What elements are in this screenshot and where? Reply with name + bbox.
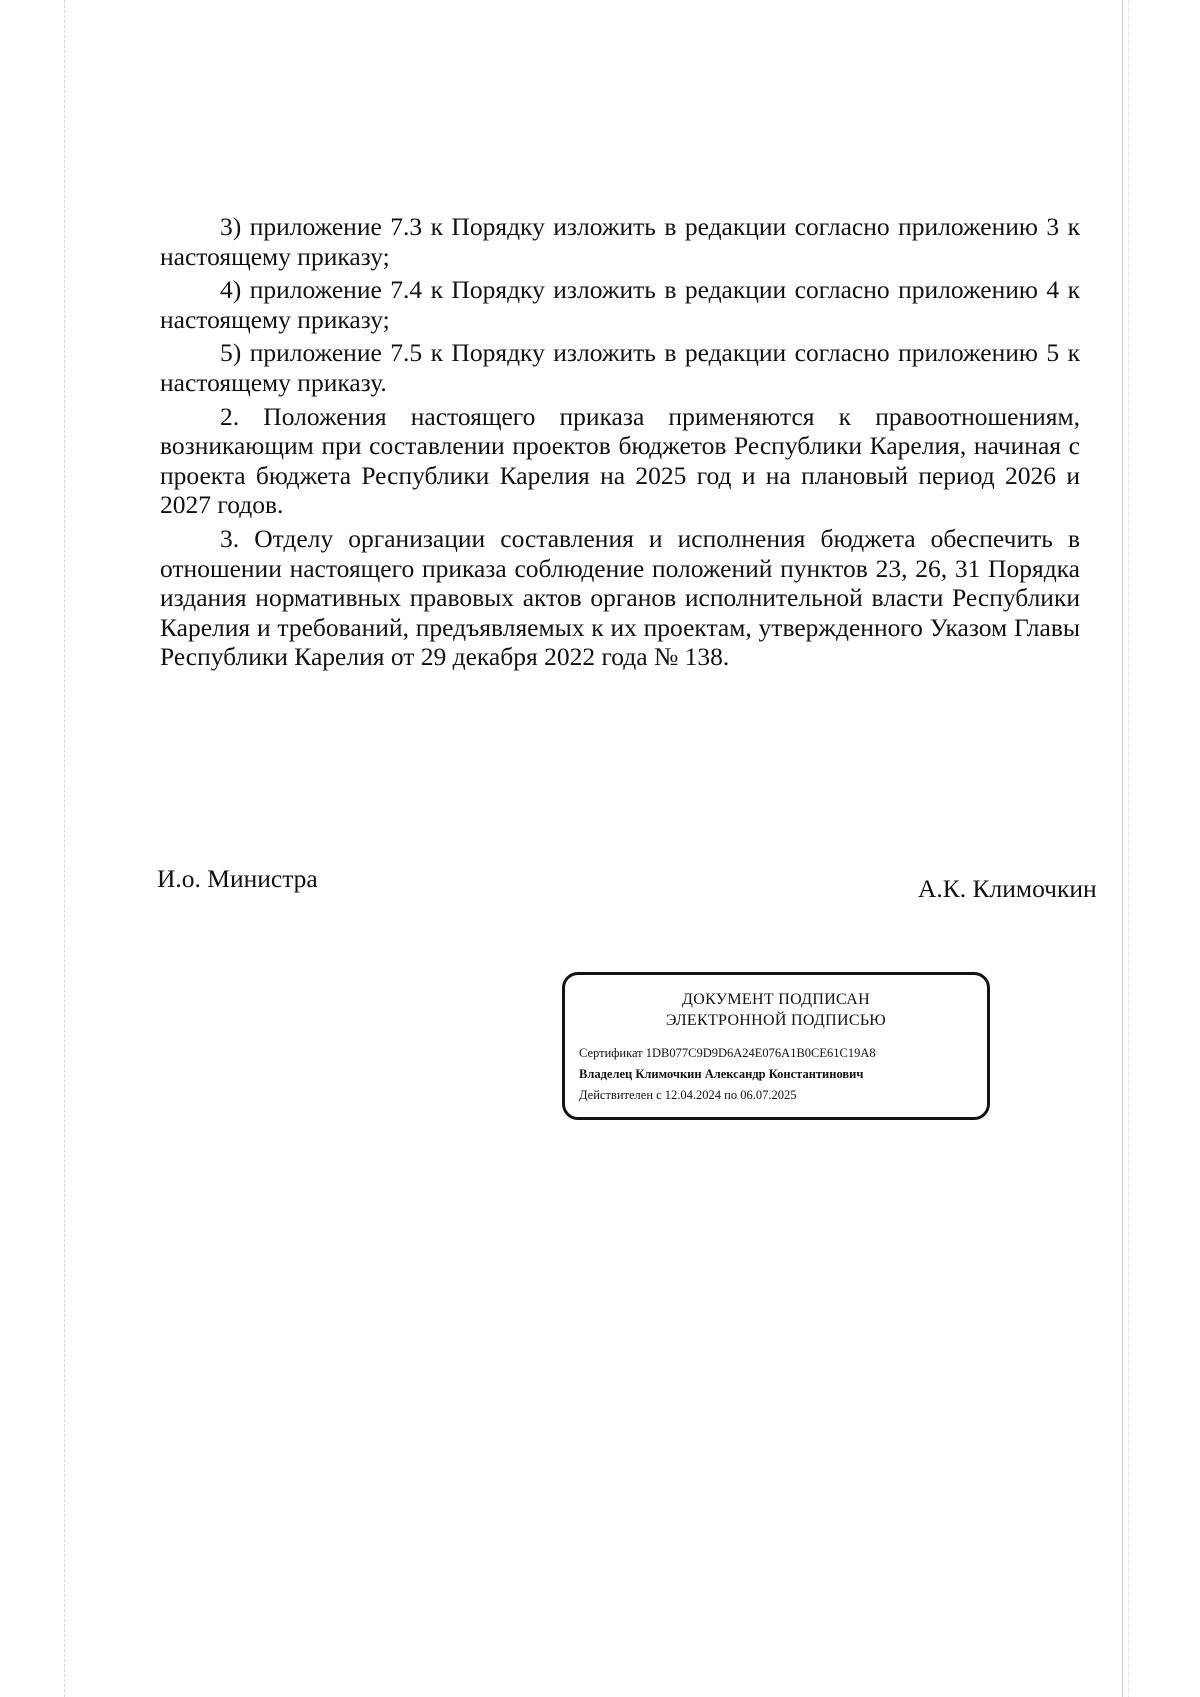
signatory-name: А.К. Климочкин bbox=[918, 874, 1097, 903]
stamp-heading-line2: ЭЛЕКТРОННОЙ ПОДПИСЬЮ bbox=[665, 1012, 887, 1029]
paragraph-clause-3: 3. Отделу организации составления и исполнения бюджета обеспечить в отношении настоящего приказа соблюдение положений пунктов 23, 26, 31 Порядка издания нормативных правовых актов органов исполнительной власти Республики Карелия и требований, предъявляемых к их проектам, утвержденного Указом Главы Республики Карелия от 29 декабря 2022 года № 138. bbox=[160, 523, 1080, 672]
stamp-certificate: Сертификат 1DB077C9D9D6A24E076A1B0CE61C19A8 bbox=[579, 1046, 876, 1060]
stamp-heading bbox=[565, 989, 987, 1031]
document-body bbox=[160, 212, 1080, 672]
scan-edge-right-secondary bbox=[1128, 0, 1129, 1697]
scan-edge-left bbox=[64, 0, 65, 1697]
scan-edge-right bbox=[1122, 0, 1123, 1697]
paragraph-item-3: 3) приложение 7.3 к Порядку изложить в редакции согласно приложению 3 к настоящему приказу; bbox=[160, 212, 1080, 271]
paragraph-item-5: 5) приложение 7.5 к Порядку изложить в редакции согласно приложению 5 к настоящему приказу. bbox=[160, 338, 1080, 397]
signatory-title: И.о. Министра bbox=[157, 864, 318, 893]
stamp-heading-line1: ДОКУМЕНТ ПОДПИСАН bbox=[682, 991, 870, 1008]
stamp-owner: Владелец Климочкин Александр Константинович bbox=[579, 1067, 864, 1081]
paragraph-item-4: 4) приложение 7.4 к Порядку изложить в редакции согласно приложению 4 к настоящему приказу; bbox=[160, 275, 1080, 334]
stamp-validity: Действителен с 12.04.2024 по 06.07.2025 bbox=[579, 1088, 797, 1102]
electronic-signature-stamp bbox=[562, 972, 990, 1120]
paragraph-clause-2: 2. Положения настоящего приказа применяются к правоотношениям, возникающим при составлении проектов бюджетов Республики Карелия, начиная с проекта бюджета Республики Карелия на 2025 год и на плановый период 2026 и 2027 годов. bbox=[160, 401, 1080, 520]
stamp-details bbox=[579, 1043, 987, 1106]
